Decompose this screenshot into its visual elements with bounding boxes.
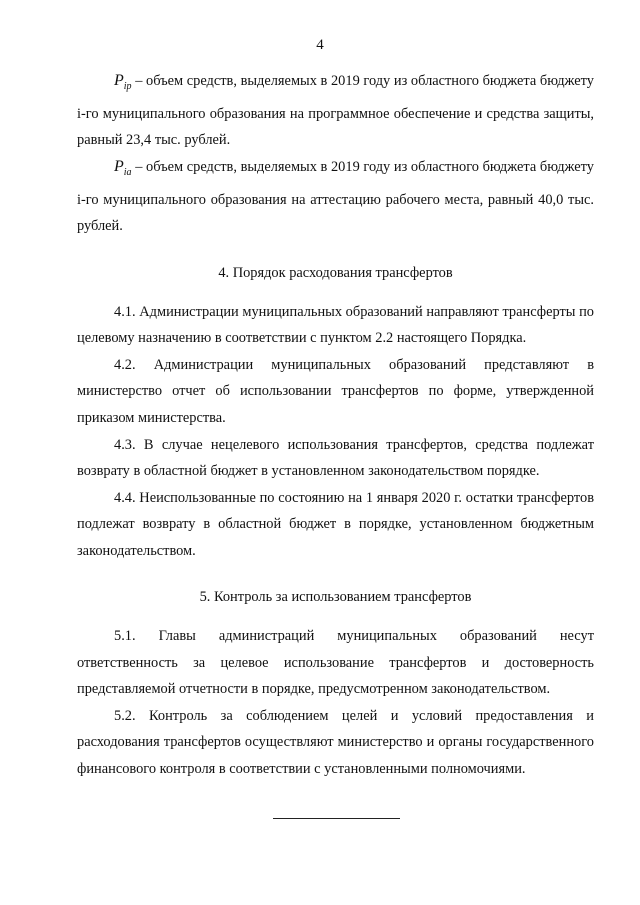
variable-p-ip [114, 72, 132, 93]
paragraph-p-ia [77, 154, 594, 240]
variable-subscript: ip [123, 81, 132, 93]
clause-5-1: 5.1. Главы администраций муниципальных образований несут ответственность за целевое использование трансфертов и достоверность представляемой отчетности в порядке, предусмотренном законодательством. [77, 628, 594, 698]
paragraph-text: – объем средств, выделяемых в 2019 году из областного бюджета бюджету i-го муниципального образования на аттестацию рабочего места, равный 40,0 тыс. рублей. [77, 158, 594, 235]
clause-4-1: 4.1. Администрации муниципальных образований направляют трансферты по целевому назначению в соответствии с пунктом 2.2 настоящего Порядка. [77, 303, 594, 347]
end-of-document-line [273, 818, 400, 819]
variable-symbol: P [114, 157, 124, 175]
clause-5-2: 5.2. Контроль за соблюдением целей и условий предоставления и расходования трансфертов осуществляют министерство и органы государственного финансового контроля в соответствии с установленными полномочиями. [77, 707, 594, 778]
section-4-heading: 4. Порядок расходования трансфертов [218, 264, 453, 281]
clause-4-2: 4.2. Администрации муниципальных образований представляют в министерство отчет об использовании трансфертов по форме, утвержденной приказом министерства. [77, 356, 594, 426]
paragraph-text: – объем средств, выделяемых в 2019 году из областного бюджета бюджету i-го муниципального образования на программное обеспечение и средства защиты, равный 23,4 тыс. рублей. [77, 73, 594, 149]
clause-4-3: 4.3. В случае нецелевого использования трансфертов, средства подлежат возврату в областной бюджет в установленном законодательством порядке. [77, 436, 594, 480]
variable-symbol: P [114, 72, 124, 89]
clause-4-4: 4.4. Неиспользованные по состоянию на 1 января 2020 г. остатки трансфертов подлежат возврату в областной бюджет в порядке, установленном бюджетным законодательством. [77, 489, 594, 559]
section-5-heading: 5. Контроль за использованием трансфертов [199, 589, 472, 606]
variable-p-ia [114, 157, 132, 179]
variable-subscript: ia [123, 167, 132, 179]
paragraph-p-ip [77, 68, 594, 154]
document-body [77, 68, 594, 783]
page-number: 4 [316, 37, 324, 53]
